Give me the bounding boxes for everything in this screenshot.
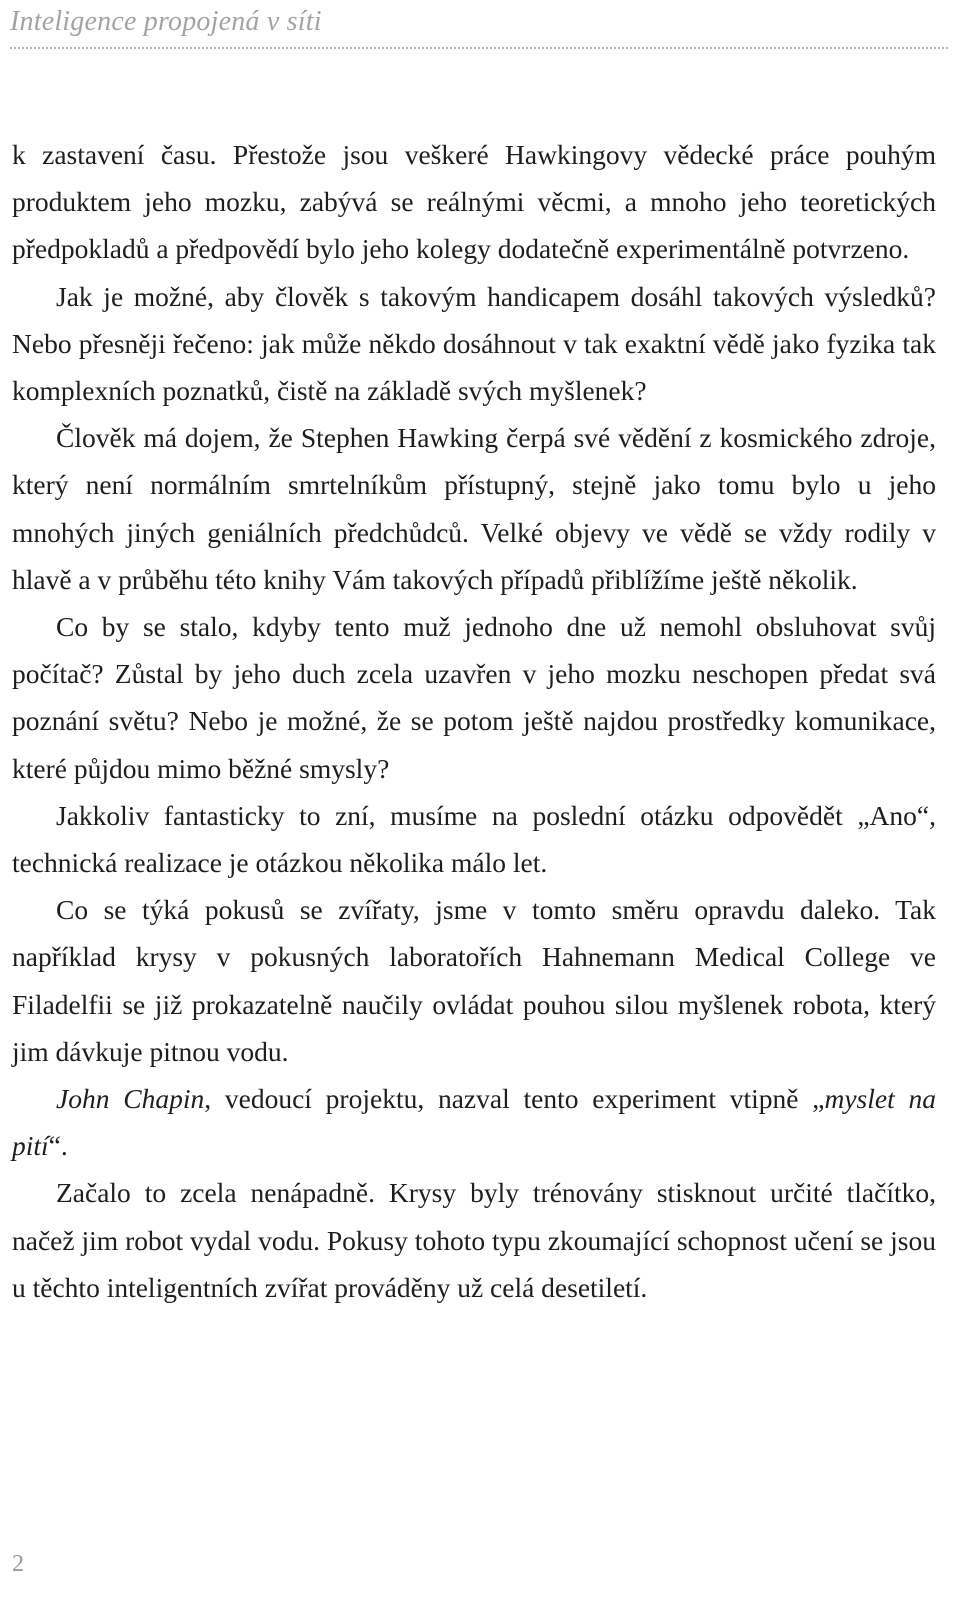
paragraph-6: Co se týká pokusů se zvířaty, jsme v tomto směru opravdu daleko. Tak například krysy v pokusných laboratořích Hahnemann Medical College ve Filadelfii se již prokazatelně naučily ovládat pouhou silou myšlenek robota, který jim dávkuje pitnou vodu. — [12, 894, 936, 1067]
body-text — [12, 131, 936, 1311]
paragraph-8: Začalo to zcela nenápadně. Krysy byly trénovány stisknout určité tlačítko, načež jim robot vydal vodu. Pokusy tohoto typu zkoumající schopnost učení se jsou u těchto inteligentních zvířat prováděny už celá desetiletí. — [12, 1177, 936, 1303]
paragraph-2: Jak je možné, aby člověk s takovým handicapem dosáhl takových výsledků? Nebo přesněji řečeno: jak může někdo dosáhnout v tak exaktní vědě jako fyzika tak komplexních poznatků, čistě na základě svých myšlenek? — [12, 280, 936, 407]
paragraph-5: Jakkoliv fantasticky to zní, musíme na poslední otázku odpovědět „Ano“, technická realizace je otázkou několika málo let. — [12, 799, 936, 879]
paragraph-3: Člověk má dojem, že Stephen Hawking čerpá své vědění z kosmického zdroje, který není normálním smrtelníkům přístupný, stejně jako tomu bylo u jeho mnohých jiných geniálních předchůdců. Velké objevy ve vědě se vždy rodily v hlavě a v průběhu této knihy Vám takových případů přiblížíme ještě několik. — [12, 422, 936, 595]
paragraph-7-end: “. — [48, 1130, 68, 1162]
paragraph-7-text: , vedoucí projektu, nazval tento experiment vtipně „ — [204, 1083, 825, 1115]
running-head: Inteligence propojená v síti — [10, 6, 322, 37]
person-name: John Chapin — [56, 1083, 205, 1115]
experiment-name: myslet na pití — [12, 1083, 936, 1162]
paragraph-7 — [12, 1075, 936, 1169]
page-number: 2 — [12, 1551, 24, 1577]
paragraph-1: k zastavení času. Přestože jsou veškeré Hawkingovy vědecké práce pouhým produktem jeho mozku, zabývá se reálnými věcmi, a mnoho jeho teoretických předpokladů a předpovědí bylo jeho kolegy dodatečně experimentálně potvrzeno. — [12, 139, 936, 265]
paragraph-4: Co by se stalo, kdyby tento muž jednoho dne už nemohl obsluhovat svůj počítač? Zůstal by jeho duch zcela uzavřen v jeho mozku neschopen předat svá poznání světu? Nebo je možné, že se potom ještě najdou prostředky komunikace, které půjdou mimo běžné smysly? — [12, 611, 936, 784]
header-divider — [10, 47, 948, 49]
